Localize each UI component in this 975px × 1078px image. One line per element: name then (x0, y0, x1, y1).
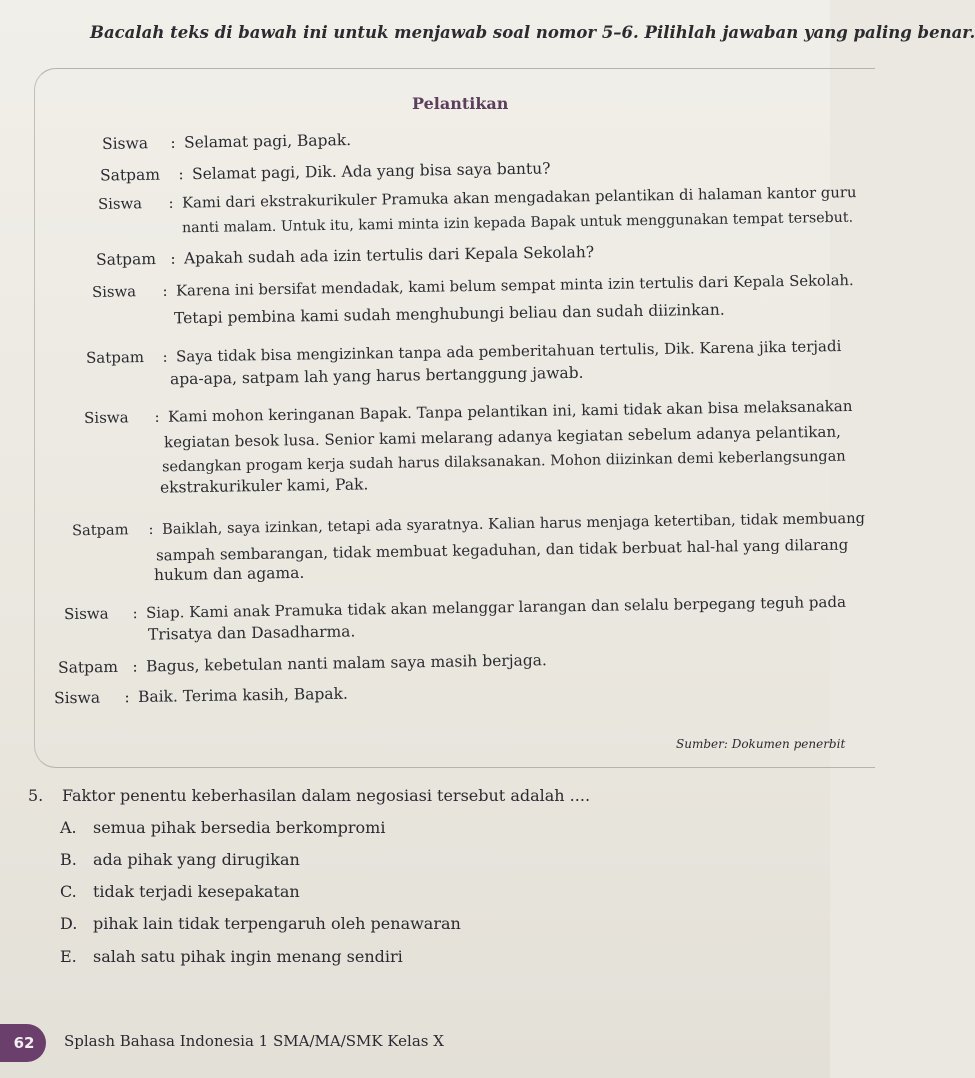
speaker-name: Siswa (53, 688, 101, 708)
utterance-line: nanti malam. Untuk itu, kami minta izin kepada Bapak untuk menggunakan tempat tersebut. (181, 209, 854, 237)
dialogue-line: Satpam : Baiklah, saya izinkan, tetapi ada syaratnya. Kalian harus menjaga ketertiban, tidak membuang (72, 506, 865, 543)
dialogue-line: Satpam : Apakah sudah ada izin tertulis dari Kepala Sekolah? (96, 240, 594, 273)
utterance-line: Baiklah, saya izinkan, tetapi ada syaratnya. Kalian harus menjaga ketertiban, tidak membuang (161, 509, 866, 538)
dialogue-line: Satpam : Bagus, kebetulan nanti malam saya masih berjaga. (58, 648, 547, 681)
speaker-name: Satpam (57, 657, 119, 677)
option-text: tidak terjadi kesepakatan (93, 882, 300, 901)
dialogue-line: Siswa : Baik. Terima kasih, Bapak. (54, 682, 348, 712)
page-number-badge: 62 (0, 1024, 46, 1062)
dialogue-line: Siswa : Kami dari ekstrakurikuler Pramuka akan mengadakan pelantikan di halaman kantor guru (98, 180, 857, 217)
question-5 (28, 786, 590, 805)
speaker-name: Siswa (97, 195, 143, 213)
utterance-line: sedangkan progam kerja sudah harus dilaksanakan. Mohon diizinkan demi keberlangsungan (161, 448, 846, 476)
utterance-line: apa-apa, satpam lah yang harus bertanggung jawab. (169, 363, 584, 389)
utterance-line: Trisatya dan Dasadharma. (147, 622, 356, 644)
option-text: semua pihak bersedia berkompromi (93, 818, 386, 837)
option-letter: A. (60, 818, 77, 837)
utterance-line: Selamat pagi, Bapak. (183, 131, 352, 152)
source-caption: Sumber: Dokumen penerbit (676, 737, 846, 751)
option-text: pihak lain tidak terpengaruh oleh penawaran (93, 914, 461, 933)
option-letter: E. (60, 947, 77, 966)
utterance-line: kegiatan besok lusa. Senior kami melarang adanya kegiatan sebelum adanya pelantikan, (163, 422, 841, 452)
speaker-name: Satpam (85, 348, 145, 367)
option-d[interactable] (60, 914, 461, 933)
option-letter: C. (60, 882, 77, 901)
speaker-name: Siswa (91, 283, 137, 301)
question-text: Faktor penentu keberhasilan dalam negosiasi tersebut adalah .... (62, 786, 591, 805)
utterance-line: Tetapi pembina kami sudah menghubungi beliau dan sudah diizinkan. (173, 300, 725, 328)
speaker-name: Siswa (63, 604, 109, 624)
dialogue-title: Pelantikan (412, 94, 509, 113)
utterance-line: Kami mohon keringanan Bapak. Tanpa pelantikan ini, kami tidak akan bisa melaksanakan (167, 396, 853, 426)
instruction-text: Bacalah teks di bawah ini untuk menjawab soal nomor 5–6. Pilihlah jawaban yang paling benar. (90, 23, 975, 42)
speaker-name: Satpam (95, 249, 157, 269)
dialogue-line: Siswa : Kami mohon keringanan Bapak. Tanpa pelantikan ini, kami tidak akan bisa melaksanakan (84, 394, 853, 431)
dialogue-line: Siswa : Siap. Kami anak Pramuka tidak akan melanggar larangan dan selalu berpegang teguh pada (64, 590, 846, 627)
utterance-line: Baik. Terima kasih, Bapak. (137, 684, 348, 706)
option-e[interactable] (60, 947, 403, 966)
dialogue-line: Satpam : Saya tidak bisa mengizinkan tanpa ada pemberitahuan tertulis, Dik. Karena jika terjadi (86, 334, 842, 371)
dialogue-line: Siswa : Selamat pagi, Bapak. (102, 128, 351, 157)
option-text: ada pihak yang dirugikan (93, 850, 300, 869)
option-b[interactable] (60, 850, 300, 869)
utterance-line: Kami dari ekstrakurikuler Pramuka akan mengadakan pelantikan di halaman kantor guru (181, 184, 857, 212)
dialogue-line: Siswa : Karena ini bersifat mendadak, kami belum sempat minta izin tertulis dari Kepala Sekolah. (92, 268, 854, 305)
utterance-line: sampah sembarangan, tidak membuat kegaduhan, dan tidak berbuat hal-hal yang dilarang (155, 535, 849, 565)
utterance-line: Siap. Kami anak Pramuka tidak akan melanggar larangan dan selalu berpegang teguh pada (145, 592, 847, 622)
option-c[interactable] (60, 882, 300, 901)
speaker-name: Siswa (101, 134, 149, 153)
book-title: Splash Bahasa Indonesia 1 SMA/MA/SMK Kelas X (64, 1032, 444, 1050)
utterance-line: Bagus, kebetulan nanti malam saya masih berjaga. (145, 651, 548, 676)
option-letter: D. (60, 914, 78, 933)
option-letter: B. (60, 850, 77, 869)
utterance-line: hukum dan agama. (153, 563, 305, 585)
utterance-line: Selamat pagi, Dik. Ada yang bisa saya bantu? (191, 159, 551, 184)
option-text: salah satu pihak ingin menang sendiri (93, 947, 403, 966)
utterance-line: Apakah sudah ada izin tertulis dari Kepala Sekolah? (183, 243, 595, 268)
question-number: 5. (28, 786, 44, 805)
speaker-name: Siswa (83, 408, 129, 428)
utterance-line: ekstrakurikuler kami, Pak. (159, 475, 369, 497)
speaker-name: Satpam (99, 165, 161, 185)
speaker-name: Satpam (71, 521, 129, 540)
utterance-line: Karena ini bersifat mendadak, kami belum sempat minta izin tertulis dari Kepala Sekolah. (175, 272, 854, 300)
option-a[interactable] (60, 818, 385, 837)
utterance-line: Saya tidak bisa mengizinkan tanpa ada pemberitahuan tertulis, Dik. Karena jika terjadi (175, 337, 842, 366)
dialogue-line: Satpam : Selamat pagi, Dik. Ada yang bisa saya bantu? (100, 156, 551, 188)
